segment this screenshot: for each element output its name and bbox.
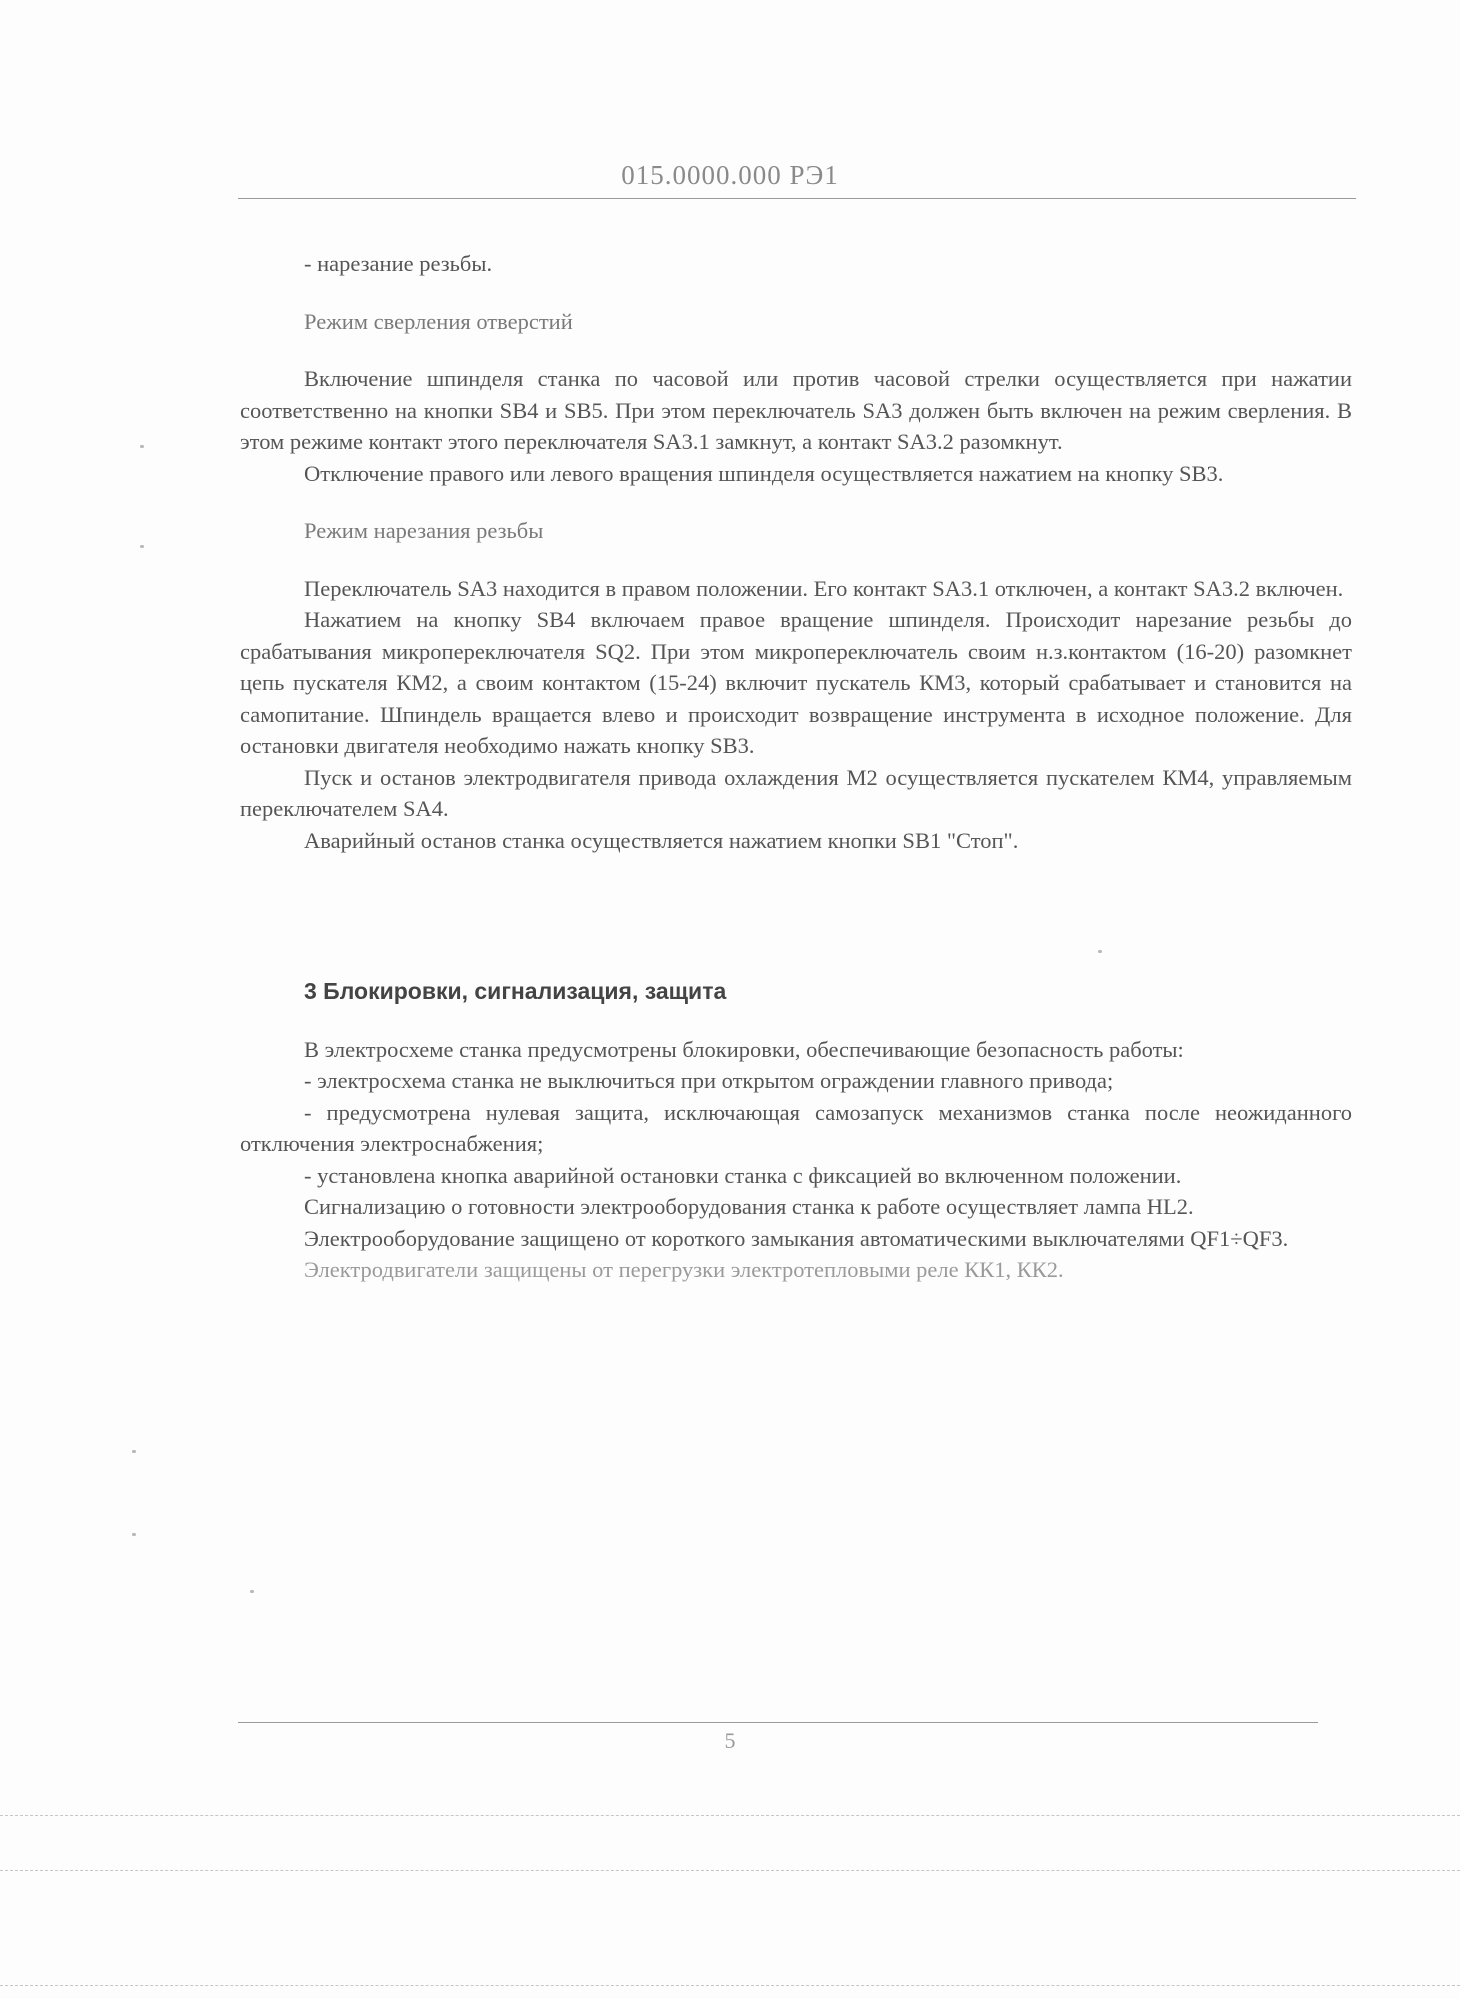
scan-speck	[132, 1533, 136, 1536]
section-3-list-item: - предусмотрена нулевая защита, исключающая самозапуск механизмов станка после неожиданного отключения электроснабжения;	[240, 1099, 1352, 1156]
threading-paragraph: Пуск и останов электродвигателя привода охлаждения М2 осуществляется пускателем КМ4, управляемым переключателем SA4.	[240, 764, 1352, 821]
page-number: 5	[724, 1728, 736, 1753]
document-code-header: 015.0000.000 РЭ1	[621, 160, 839, 190]
threading-paragraph: Нажатием на кнопку SB4 включаем правое вращение шпинделя. Происходит нарезание резьбы до срабатывания микропереключателя SQ2. При этом микропереключатель своим н.з.контактом (16-20) разомкнет цепь пускателя КМ2, а своим контактом (15-24) включит пускатель КМ3, который срабатывает и становится на самопитание. Шпиндель вращается влево и происходит возвращение инструмента в исходное положение. Для остановки двигателя необходимо нажать кнопку SB3.	[240, 607, 1352, 758]
scan-line	[0, 1815, 1460, 1816]
threading-paragraph: Аварийный останов станка осуществляется нажатием кнопки SB1 "Стоп".	[304, 827, 1019, 853]
section-3-list-item: - электросхема станка не выключиться при открытом ограждении главного привода;	[304, 1068, 1114, 1093]
section-3-list-item: - установлена кнопка аварийной остановки станка с фиксацией во включенном положении.	[304, 1162, 1182, 1188]
scan-speck	[1098, 950, 1102, 953]
scan-speck	[250, 1590, 254, 1593]
header-rule	[238, 198, 1356, 199]
scan-line	[0, 1985, 1460, 1986]
drilling-paragraph: Отключение правого или левого вращения шпинделя осуществляется нажатием на кнопку SB3.	[304, 460, 1224, 486]
document-body	[240, 248, 1352, 1286]
drilling-heading: Режим сверления отверстий	[304, 308, 573, 334]
section-3-paragraph: Электрооборудование защищено от короткого замыкания автоматическими выключателями QF1÷QF3.	[304, 1225, 1289, 1251]
section-3-paragraph: Сигнализацию о готовности электрооборудования станка к работе осуществляет лампа HL2.	[304, 1194, 1194, 1219]
footer-rule	[238, 1722, 1318, 1723]
scan-speck	[140, 545, 144, 548]
scan-line	[0, 1870, 1460, 1871]
scan-speck	[140, 445, 144, 448]
drilling-paragraph: Включение шпинделя станка по часовой или против часовой стрелки осуществляется при нажатии соответственно на кнопки SB4 и SB5. При этом переключатель SA3 должен быть включен на режим сверления. В этом режиме контакт этого переключателя SA3.1 замкнут, а контакт SA3.2 разомкнут.	[240, 366, 1352, 454]
intro-line: - нарезание резьбы.	[304, 251, 493, 276]
section-3-title: 3 Блокировки, сигнализация, защита	[304, 978, 727, 1004]
threading-heading: Режим нарезания резьбы	[304, 518, 544, 543]
threading-paragraph: Переключатель SA3 находится в правом положении. Его контакт SA3.1 отключен, а контакт SA3.2 включен.	[304, 575, 1344, 601]
scan-speck	[132, 1450, 136, 1453]
section-3-paragraph: Электродвигатели защищены от перегрузки электротепловыми реле КК1, КК2.	[304, 1257, 1064, 1282]
section-3-paragraph: В электросхеме станка предусмотрены блокировки, обеспечивающие безопасность работы:	[304, 1036, 1184, 1062]
